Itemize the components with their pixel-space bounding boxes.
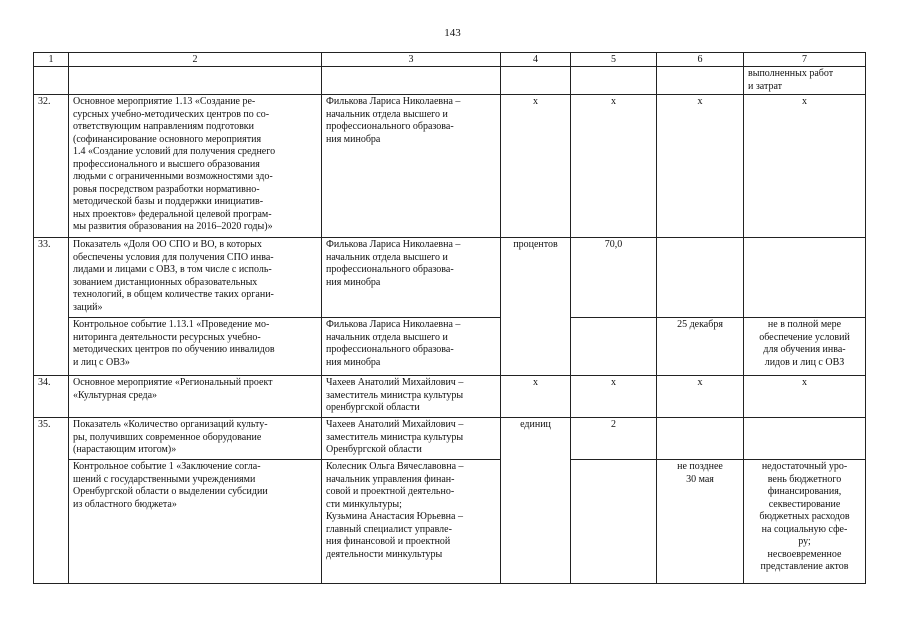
risk-cell: недостаточный уро- вень бюджетного финансирования, секвестирование бюджетных расходов на социальную сфе- ру; несвоевременное представление актов: [744, 460, 866, 584]
measures-table: [33, 52, 866, 584]
value-cell: [571, 460, 657, 584]
cell: [571, 67, 657, 95]
value-cell: [571, 318, 657, 376]
indicator-cell: Показатель «Доля ОО СПО и ВО, в которых обеспечены условия для получения СПО инва- лидами и лицами с ОВЗ, в том числе с исполь- зованием дистанционных образовательных технологий, в общем количестве таких органи- заций»: [69, 238, 322, 318]
risk-cell: х: [744, 95, 866, 238]
header-cell: 1: [34, 53, 69, 67]
row-number: 32.: [34, 95, 69, 238]
row-number: 34.: [34, 376, 69, 418]
header-row: [34, 53, 866, 67]
row-number: 33.: [34, 238, 69, 376]
responsible-cell: Филькова Лариса Николаевна – начальник отдела высшего и профессионального образова- ния минобра: [322, 95, 501, 238]
table-row-carry: [34, 67, 866, 95]
unit-cell: процентов: [501, 238, 571, 376]
table-row-33-event: [34, 318, 866, 376]
header-cell: 2: [69, 53, 322, 67]
responsible-cell: Филькова Лариса Николаевна – начальник отдела высшего и профессионального образова- ния минобра: [322, 318, 501, 376]
header-cell: 4: [501, 53, 571, 67]
unit-cell: х: [501, 376, 571, 418]
table-row-34: [34, 376, 866, 418]
risk-cell: [744, 418, 866, 460]
risk-cell: выполненных работ и затрат: [744, 67, 866, 95]
indicator-cell: Показатель «Количество организаций культу- ры, получивших современное оборудование (нарастающим итогом)»: [69, 418, 322, 460]
value-cell: 2: [571, 418, 657, 460]
header-cell: 7: [744, 53, 866, 67]
table-row-32: [34, 95, 866, 238]
responsible-cell: Колесник Ольга Вячеславовна – начальник управления финан- совой и проектной деятельно- сти минкультуры; Кузьмина Анастасия Юрьевна – главный специалист управле- ния финансовой и проектной деятельности минкультуры: [322, 460, 501, 584]
date-cell: [657, 418, 744, 460]
row-number: 35.: [34, 418, 69, 584]
header-cell: 3: [322, 53, 501, 67]
header-cell: 6: [657, 53, 744, 67]
risk-cell: х: [744, 376, 866, 418]
value-cell: х: [571, 376, 657, 418]
value-cell: х: [571, 95, 657, 238]
table-row-35-event: [34, 460, 866, 584]
risk-cell: [744, 238, 866, 318]
measure-cell: Основное мероприятие «Региональный проект «Культурная среда»: [69, 376, 322, 418]
responsible-cell: Чахеев Анатолий Михайлович – заместитель министра культуры оренбургской области: [322, 376, 501, 418]
table-row-35: [34, 418, 866, 460]
cell: [69, 67, 322, 95]
header-cell: 5: [571, 53, 657, 67]
table-row-33: [34, 238, 866, 318]
responsible-cell: Чахеев Анатолий Михайлович – заместитель министра культуры Оренбургской области: [322, 418, 501, 460]
date-cell: не позднее 30 мая: [657, 460, 744, 584]
cell: [657, 67, 744, 95]
event-cell: Контрольное событие 1.13.1 «Проведение мо- ниторинга деятельности ресурсных учебно- методических центров по обучению инвалидов и лиц с ОВЗ»: [69, 318, 322, 376]
event-cell: Контрольное событие 1 «Заключение согла- шений с государственными учреждениями Оренбургской области о выделении субсидии из областного бюджета»: [69, 460, 322, 584]
date-cell: х: [657, 95, 744, 238]
risk-cell: не в полной мере обеспечение условий для обучения инва- лидов и лиц с ОВЗ: [744, 318, 866, 376]
measure-cell: Основное мероприятие 1.13 «Создание ре- сурсных учебно-методических центров по со- ответствующим направлениям подготовки (софинансирование основного мероприятия 1.4 «Создание условий для получения среднего профессионального и высшего образования людьми с ограниченными возможностями здо- ровья посредством разработки нормативно- методической базы и поддержки инициатив- ных проектов» федеральной целевой програм- мы развития образования на 2016–2020 годы)»: [69, 95, 322, 238]
responsible-cell: Филькова Лариса Николаевна – начальник отдела высшего и профессионального образова- ния минобра: [322, 238, 501, 318]
date-cell: х: [657, 376, 744, 418]
unit-cell: единиц: [501, 418, 571, 584]
cell: [34, 67, 69, 95]
unit-cell: х: [501, 95, 571, 238]
page-number: 143: [444, 27, 461, 39]
date-cell: [657, 238, 744, 318]
value-cell: 70,0: [571, 238, 657, 318]
cell: [322, 67, 501, 95]
date-cell: 25 декабря: [657, 318, 744, 376]
cell: [501, 67, 571, 95]
